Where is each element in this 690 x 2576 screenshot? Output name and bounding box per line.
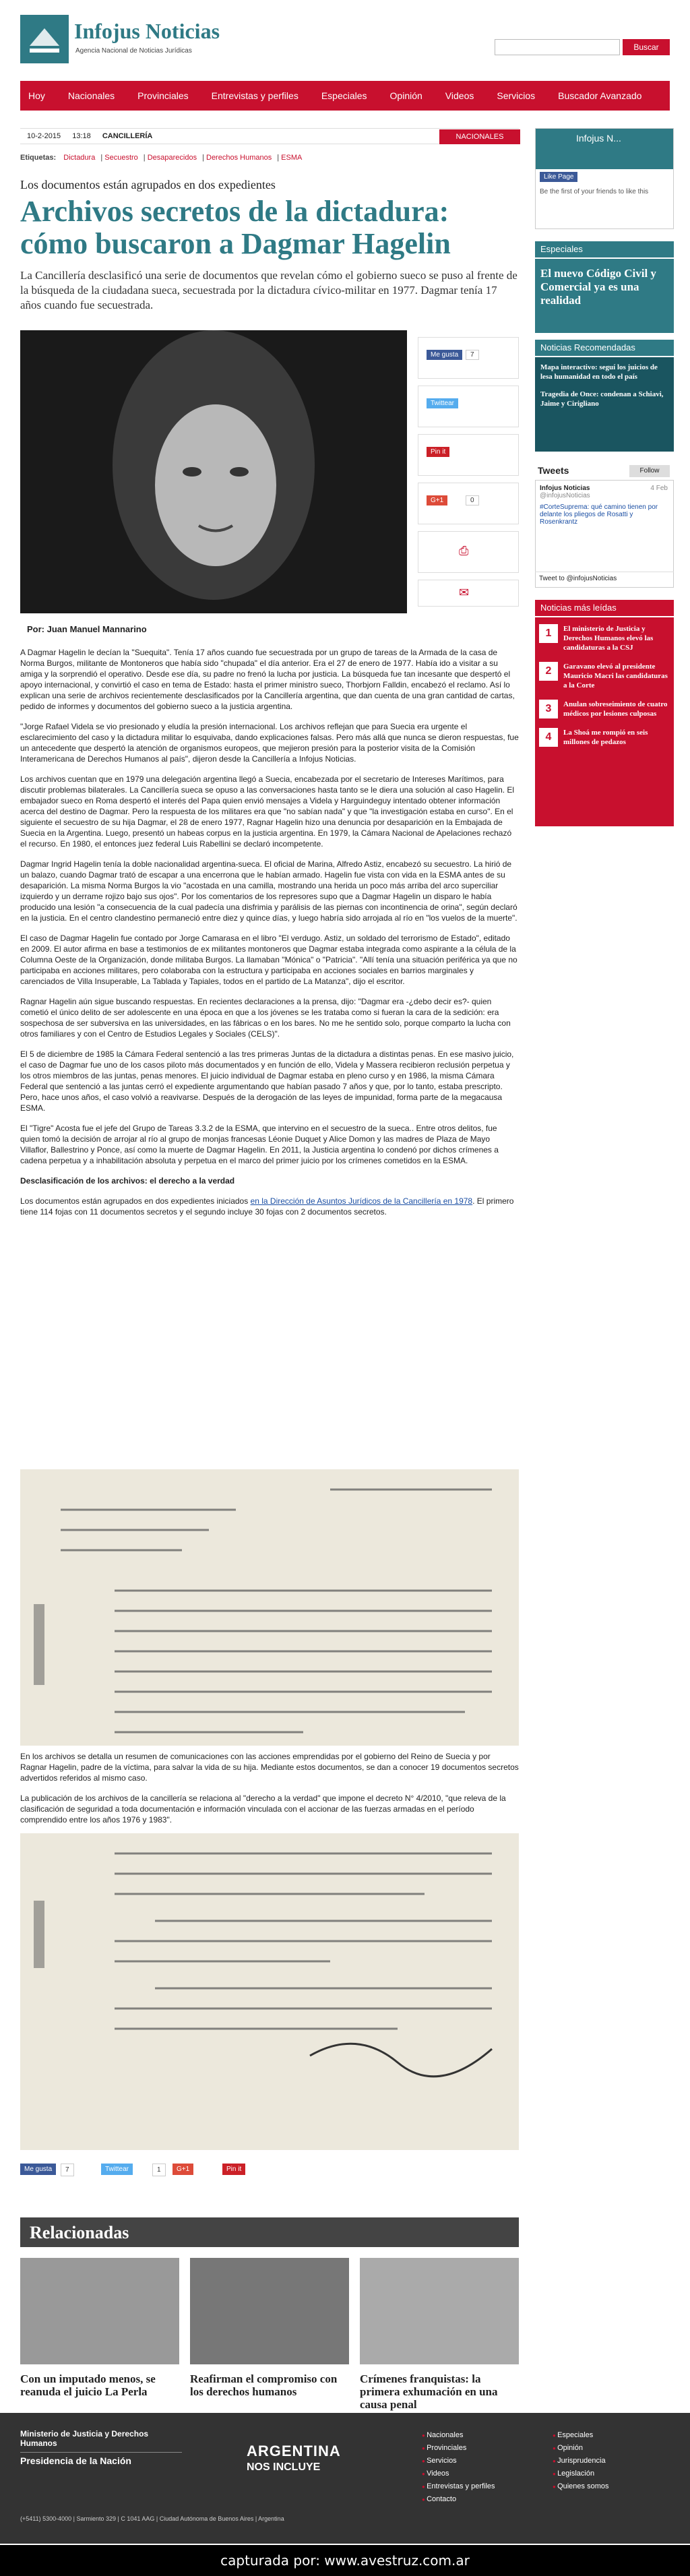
photo-caption: Por: Juan Manuel Mannarino	[27, 624, 147, 634]
main-nav	[20, 81, 670, 111]
most-read-number: 1	[539, 624, 558, 643]
document-image	[20, 1833, 519, 2150]
twitter-count-bottom: 1	[152, 2164, 166, 2176]
tags-label: Etiquetas:	[20, 154, 57, 162]
tag-link[interactable]: Desaparecidos	[147, 154, 197, 162]
article-paragraph: Ragnar Hagelin aún sigue buscando respuestas. En recientes declaraciones a la prensa, dijo: "Dagmar era -¿debo decir es?- quien cometió el único delito de ser adolescente en una época en que a los jóvenes se les trataba como si fueran la cara de la sedición: era sospechosa de ser subversiva en las universidades, en las fábricas o en los bares. No me he sentido solo, porque comparto la lucha con otros familiares y con el Centro de Estudios Legales y Sociales (CELS)".	[20, 997, 511, 1039]
print-box	[418, 531, 519, 573]
footer-ministry: Ministerio de Justicia y Derechos Humanos	[20, 2429, 149, 2448]
most-read-item[interactable]	[539, 662, 670, 690]
related-title[interactable]: Crímenes franquistas: la primera exhumación en una causa penal	[360, 2372, 498, 2411]
recommended-item[interactable]: Tragedia de Once: condenan a Schiavi, Jaime y Cirigliano	[540, 390, 664, 408]
article-section: CANCILLERÍA	[102, 132, 153, 140]
related-item[interactable]	[360, 2258, 519, 2411]
most-read-item[interactable]	[539, 624, 670, 652]
most-read-title[interactable]: La Shoá me rompió en seis millones de pedazos	[563, 729, 648, 746]
section-badge[interactable]: NACIONALES	[439, 129, 520, 144]
related-item[interactable]	[20, 2258, 179, 2398]
tag-link[interactable]: ESMA	[281, 154, 303, 162]
footer-links-col2	[553, 2429, 660, 2493]
recommended-header: Noticias Recomendadas	[535, 340, 674, 356]
twitter-button-bottom[interactable]: Twittear	[101, 2164, 133, 2175]
site-tagline: Agencia Nacional de Noticias Jurídicas	[75, 47, 192, 55]
footer-link[interactable]: ● Contacto	[422, 2493, 530, 2506]
site-name: Infojus Noticias	[74, 19, 220, 43]
article-paragraph: El caso de Dagmar Hagelin fue contado por Jorge Camarasa en el libro "El verdugo. Astiz, un soldado del terrorismo de Estado", editado en 2009. El autor afirma en base a testimonios de ex militantes montoneros que Dagmar estaba integrada como aspirante a la célula de la Columna Oeste de la Organización, donde militaba Burgos. La llamaban "Mónica" o "Patricia". "Allí tenía una situación periférica ya que no participaba en acciones militares, pero colaboraba con la estructura y participaba en acciones sociales en barrios marginales y carenciados de Villa Insuperable, La Tablada y Tapiales, todos en el partido de La Matanza", dijo el escritor.	[20, 933, 518, 986]
nav-item-entrevistas[interactable]: Entrevistas y perfiles	[211, 90, 299, 101]
tag-link[interactable]: Secuestro	[104, 154, 138, 162]
tweet-date: 4 Feb	[650, 485, 668, 492]
footer-presidency: Presidencia de la Nación	[20, 2452, 182, 2466]
related-title[interactable]: Con un imputado menos, se reanuda el juicio La Perla	[20, 2372, 156, 2398]
footer-link[interactable]: ● Quienes somos	[553, 2480, 660, 2493]
article-paragraph: Dagmar Ingrid Hagelin tenía la doble nacionalidad argentina-sueca. El oficial de Marina, Alfredo Astiz, encabezó su secuestro. La hirió de un balazo, cuando Dagmar trató de escapar a una encerrona que le habían armado. Hagelin fue vista con vida en la ESMA antes de su desaparición. La misma Norma Burgos la vio "acostada en una camilla, mostrando una herida un poco más arriba del arco superciliar izquierdo y un derrame rojizo bajo sus ojos". Por los comentarios de los represores supo que a Dagmar Hagelin un disparo le había producido una lesión "a consecuencia de la cual padecía una disfrimia y parálisis de las piernas con incontinencia de orina", según declaró en la justicia. En el centro clandestino permaneció entre diez y quince días, y luego habría sido arrojada al río en "los vuelos de la muerte".	[20, 859, 518, 923]
article-paragraph: El 5 de diciembre de 1985 la Cámara Federal sentenció a las tres primeras Juntas de la dictadura a distintas penas. En ese masivo juicio, el caso de Dagmar fue uno de los casos piloto más documentados y en función de ello, Videla y Massera recibieron reclusión perpetua y los otros miembros de las juntas, penas menores. El juicio individual de Dagmar estaba en pleno curso y en 1986, la misma Cámara Federal que sentenció a las juntas cerró el expediente argumentando que habían pasado 7 años y que, por lo tanto, estaba prescripto. Pero, hace unos años, el caso volvió a reavivarse. Después de la derogación de las leyes de impunidad, forma parte de la megacausa ESMA.	[20, 1049, 514, 1113]
gplus-button[interactable]: G+1	[427, 495, 447, 505]
site-logo[interactable]	[20, 15, 220, 69]
footer-link[interactable]: ● Especiales	[553, 2429, 660, 2442]
article-paragraph	[20, 1196, 519, 1217]
site-header	[0, 0, 690, 75]
desc-after: . El primero tiene 114 fojas con 11 documentos secretos y el segundo incluye 30 fojas con 2 documentos secretos.	[20, 1196, 514, 1217]
gplus-count: 0	[466, 495, 479, 505]
recommended-list	[535, 357, 674, 452]
footer-link[interactable]: ● Servicios	[422, 2455, 530, 2467]
print-icon[interactable]: ⎙	[459, 544, 469, 557]
facebook-widget-text: Be the first of your friends to like this	[540, 188, 649, 195]
nav-item-especiales[interactable]: Especiales	[321, 90, 367, 101]
scanned-document-1	[20, 1469, 519, 1746]
twitter-tweet-button[interactable]: Twittear	[427, 398, 458, 408]
most-read-number: 3	[539, 700, 558, 718]
nav-item-servicios[interactable]: Servicios	[497, 90, 536, 101]
footer-link[interactable]: ● Opinión	[553, 2442, 660, 2455]
document-caption: En los archivos se detalla un resumen de comunicaciones con las acciones emprendidas por el gobierno del Reino de Suecia y por Ragnar Hagelin, padre de la víctima, para salvar la vida de su hija. Mediante estos documentos, se dan a conocer 19 documentos secretos advertidos referidos al mismo caso.	[20, 1752, 519, 1783]
nav-item-nacionales[interactable]: Nacionales	[67, 90, 115, 101]
nav-item-provinciales[interactable]: Provinciales	[137, 90, 189, 101]
tag-link[interactable]: Derechos Humanos	[206, 154, 272, 162]
article-lead: La Cancillería desclasificó una serie de documentos que revelan cómo el gobierno sueco se puso al frente de la búsqueda de la ciudadana sueca, secuestrada por la dictadura cívico-militar en 1977. Dagmar tenía 17 años cuando fue secuestrada.	[20, 269, 518, 311]
sidebar	[535, 128, 674, 1233]
facebook-page-name[interactable]: Infojus N...	[576, 133, 621, 144]
facebook-like-page-button[interactable]: Like Page	[540, 172, 577, 182]
nav-item-buscador[interactable]: Buscador Avanzado	[558, 90, 642, 101]
related-header: Relacionadas	[20, 2217, 519, 2247]
footer-link[interactable]: ● Jurisprudencia	[553, 2455, 660, 2467]
article-body	[20, 647, 519, 1227]
article-headline: Archivos secretos de la dictadura: cómo buscaron a Dagmar Hagelin	[20, 195, 451, 260]
facebook-count-bottom: 7	[61, 2164, 74, 2176]
recommended-item[interactable]: Mapa interactivo: seguí los juicios de lesa humanidad en todo el país	[540, 363, 658, 381]
footer-argentina-logo: ARGENTINA	[247, 2443, 341, 2459]
tweet-handle[interactable]: @infojusNoticias	[540, 492, 590, 499]
search-button[interactable]: Buscar	[623, 39, 670, 55]
article-paragraph: El "Tigre" Acosta fue el jefe del Grupo de Tareas 3.3.2 de la ESMA, que intervino en el secuestro de la sueca.. Entre otros delitos, fue quien tomó la decisión de arrojar al río al grupo de monjas francesas Léonie Duquet y Alice Domon y las madres de Plaza de Mayo Villaflor, Ballestrino y Ponce, así como la muerte de Dagmar Hagelin. En 2011, la Justicia argentina lo condenó por dichos crímenes a cadena perpetua y a inhabilitación absoluta y perpetua en el marco del primer juicio por los crímenes cometidos en la ESMA.	[20, 1124, 499, 1165]
logo-emblem-icon	[20, 15, 69, 63]
article-subheading: Desclasificación de los archivos: el derecho a la verdad	[20, 1176, 235, 1186]
document-caption: La publicación de los archivos de la cancillería se relaciona al "derecho a la verdad" que impone el decreto N° 4/2010, "que releva de la clasificación de seguridad a toda documentación e información vinculada con el accionar de las fuerzas armadas en el período comprendido entre los años 1976 y 1983".	[20, 1793, 506, 1824]
document-image	[20, 1469, 519, 1746]
facebook-count: 7	[466, 350, 479, 360]
footer-links-col1	[422, 2429, 530, 2506]
nav-item-hoy[interactable]: Hoy	[28, 90, 45, 101]
facebook-like-button-bottom[interactable]: Me gusta	[20, 2164, 56, 2175]
footer-link[interactable]: ● Provinciales	[422, 2442, 530, 2455]
nav-item-videos[interactable]: Videos	[445, 90, 474, 101]
related-thumbnail	[190, 2258, 349, 2364]
related-item[interactable]	[190, 2258, 349, 2398]
tweet-to-link[interactable]: Tweet to @infojusNoticias	[535, 572, 674, 588]
most-read-title[interactable]: Anulan sobreseimiento de cuatro médicos por lesiones culposas	[563, 700, 668, 718]
share-panel	[418, 337, 519, 607]
especiales-header: Especiales	[535, 241, 674, 257]
twitter-follow-button[interactable]: Follow	[629, 465, 670, 477]
article-kicker: Los documentos están agrupados en dos expedientes	[20, 178, 276, 191]
pinterest-button[interactable]: Pin it	[427, 447, 449, 457]
tweet-user[interactable]: Infojus Noticias	[540, 485, 590, 492]
tag-link[interactable]: Dictadura	[63, 154, 96, 162]
most-read-title[interactable]: El ministerio de Justicia y Derechos Humanos elevó las candidaturas a la CSJ	[563, 625, 654, 652]
article-paragraph: "Jorge Rafael Videla se vio presionado y eludía la presión internacional. Los archivos reflejan que para Suecia era urgente el esclarecimiento del caso y la dictadura militar lo esquivaba, dando explicaciones falsas. Pero más allá que nunca se dieron respuestas, fue un antecedente que despertó la atención de organismos europeos, que mejieron presión para la posterior visita de la Comisión Interamericana de Derechos Humanos al país", dijeron desde la Cancillería a Infojus Noticias.	[20, 722, 519, 764]
most-read-item[interactable]	[539, 728, 670, 747]
footer-address: (+5411) 5300-4000 | Sarmiento 329 | C 1041 AAG | Ciudad Autónoma de Buenos Aires | Argentina	[20, 2515, 284, 2522]
scanned-document-2	[20, 1833, 519, 2150]
footer-link[interactable]: ● Nacionales	[422, 2429, 530, 2442]
facebook-like-button[interactable]: Me gusta	[427, 350, 462, 360]
capture-watermark: capturada por: www.avestruz.com.ar	[0, 2545, 690, 2576]
most-read-header: Noticias más leídas	[535, 600, 674, 616]
nav-item-opinion[interactable]: Opinión	[389, 90, 422, 101]
most-read-number: 4	[539, 728, 558, 747]
site-footer	[0, 2413, 690, 2544]
facebook-widget	[535, 128, 674, 229]
article-photo	[20, 330, 407, 613]
footer-argentina-sub: NOS INCLUYE	[247, 2461, 321, 2473]
desc-before: Los documentos están agrupados en dos expedientes iniciados	[20, 1196, 251, 1206]
footer-link[interactable]: ● Legislación	[553, 2467, 660, 2480]
article-paragraph: A Dagmar Hagelin le decían la "Suequita". Tenía 17 años cuando fue secuestrada por un grupo de tareas de la Armada de la casa de Norma Burgos, militante de Montoneros que había sido "chupada" el día anterior. Era el 27 de enero de 1977. Había ido a visitar a su amiga y la sorprendió el operativo. Desde ese día, su padre no frenó la lucha por justicia. La búsqueda fue tan incesante que despertó el apoyo internacional, y convirtió el caso en tema de Estado: hasta el primer ministro sueco, Thorbjorn Falldin, encabezó el reclamo. Así lo explican una serie de archivos recientemente desclasificados por la Cancillería argentina, que dan cuenta de una gran cantidad de cartas, pedido de informes y documentos del gobierno sueco a la justicia argentina.	[20, 648, 515, 711]
inline-link[interactable]: en la Dirección de Asuntos Jurídicos de la Cancillería en 1978	[250, 1196, 473, 1206]
search-input[interactable]	[495, 39, 620, 55]
portrait-image	[20, 330, 407, 613]
share-facebook	[418, 337, 519, 379]
most-read-number: 2	[539, 662, 558, 681]
gplus-button-bottom[interactable]: G+1	[172, 2164, 193, 2175]
tweet-text[interactable]: #CorteSuprema: qué camino tienen por delante los pliegos de Rosatti y Rosenkrantz	[540, 503, 658, 526]
article-paragraph: Los archivos cuentan que en 1979 una delegación argentina llegó a Suecia, encabezada por el secretario de Intereses Marítimos, para discutir problemas bilaterales. La Cancillería sueca se opuso a las conversaciones hasta tanto se le diera una solución al caso Hagelin. El embajador sueco en Roma despertó el interés del Papa quien envió mensajes a Videla y Harguindeguy intentado obtener información acerca del destino de Dagmar. Pero la respuesta de los militares era que "no sabían nada" y que "la investigación estaba en curso". En el siguiente el secuestro de su hija Dagmar, el 28 de enero 1977, Ragnar Hagelin hizo una denuncia por desaparición en la Embajada de Suecia en la Argentina. Luego, presentó un habeas corpus en la justicia argentina. En 1979, la Cámara Nacional de Apelaciones rechazó el recurso. En 1980, el entonces juez federal Luis Rabellini se declaró incompetente.	[20, 774, 515, 849]
article-date: 10-2-2015	[27, 132, 61, 140]
footer-link[interactable]: ● Entrevistas y perfiles	[422, 2480, 530, 2493]
especiales-banner[interactable]: El nuevo Código Civil y Comercial ya es una realidad	[535, 259, 674, 333]
article-time: 13:18	[72, 132, 91, 140]
related-thumbnail	[20, 2258, 179, 2364]
share-twitter	[418, 386, 519, 427]
most-read-list	[535, 617, 674, 826]
facebook-widget-header	[536, 129, 673, 169]
footer-link[interactable]: ● Videos	[422, 2467, 530, 2480]
most-read-item[interactable]	[539, 700, 670, 718]
most-read-title[interactable]: Garavano elevó al presidente Mauricio Macri las candidaturas a la Corte	[563, 663, 668, 689]
related-title[interactable]: Reafirman el compromiso con los derechos humanos	[190, 2372, 338, 2398]
tag-list: Etiquetas: Dictadura | Secuestro | Desaparecidos | Derechos Humanos | ESMA	[20, 154, 303, 162]
email-box	[418, 580, 519, 607]
share-gplus	[418, 483, 519, 524]
share-pinterest	[418, 434, 519, 476]
share-bottom-bar	[20, 2164, 519, 2180]
tweets-header: Tweets	[538, 465, 569, 476]
related-thumbnail	[360, 2258, 519, 2364]
pinterest-button-bottom[interactable]: Pin it	[222, 2164, 245, 2175]
email-icon[interactable]: ✉	[459, 586, 470, 599]
